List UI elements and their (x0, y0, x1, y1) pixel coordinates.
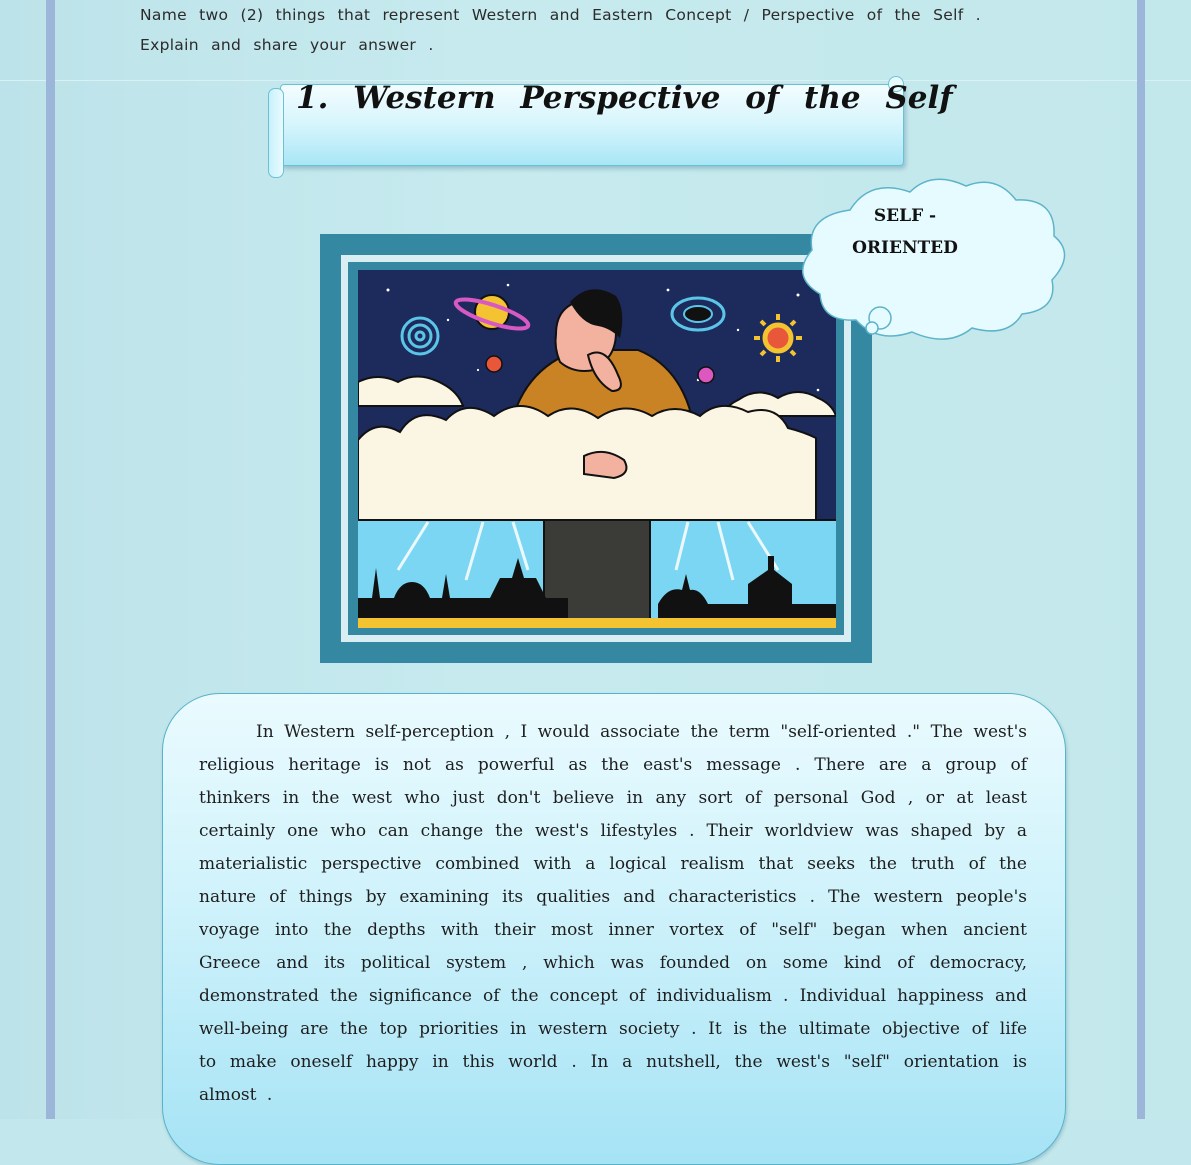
scroll-left-curl (268, 88, 284, 178)
instruction-line-1: Name two (2) things that represent Western and Eastern Concept / Perspective of the Self . (140, 6, 981, 24)
cloud-line-2: ORIENTED (852, 238, 958, 258)
man-in-clouds-illustration (358, 270, 836, 628)
instruction-line-2: Explain and share your answer . (140, 36, 434, 54)
explanation-paragraph: In Western self-perception , I would associate the term "self-oriented ." The west's religious heritage is not as powerful as the east's message . There are a group of thinkers in the west who just don't believe in any sort of personal God , or at least certainly one who can change the west's lifestyles . Their worldview was shaped by a materialistic perspective combined with a logical realism that seeks the truth of the nature of things by examining its qualities and characteristics . The western people's voyage into the depths with their most inner vortex of "self" began when ancient Greece and its political system , which was founded on some kind of democracy, demonstrated the significance of the concept of individualism . Individual happiness and well-being are the top priorities in western society . It is the ultimate objective of life to make oneself happy in this world . In a nutshell, the west's "self" orientation is almost . (199, 722, 1027, 1105)
section-title: 1. Western Perspective of the Self (296, 80, 953, 116)
thought-cloud-text (840, 200, 970, 264)
title-scroll-banner (268, 76, 953, 176)
left-page-border (46, 0, 55, 1119)
instruction-text (140, 0, 1040, 60)
cloud-line-1: SELF - (873, 206, 937, 226)
right-page-border (1137, 0, 1145, 1119)
